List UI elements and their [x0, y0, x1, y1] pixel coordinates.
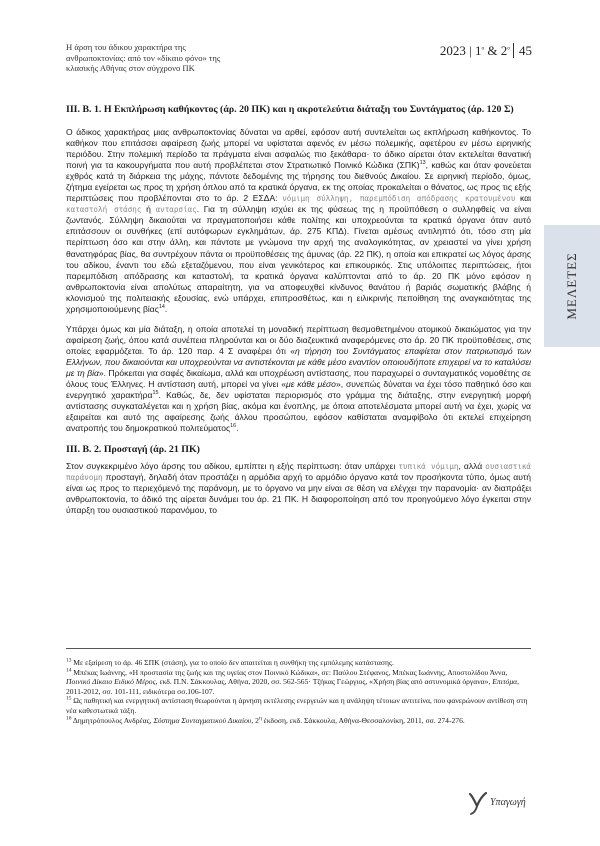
footnote-15: $^{15}$ Ως παθητική και ενεργητική αντίσταση θεωρούνται η άρνηση εκτέλεσης ενεργειών και η ανάληψη τέτοιων αντιτείνα, που φανερώνουν αντίθεση στη νέα καθεστωτικά τάξη. [66, 695, 528, 715]
header-title-line-1: Η άρση του άδικου χαρακτήρα της [66, 42, 186, 52]
issue-year: 2023 | 1 [439, 43, 482, 58]
side-tab-label: ΜΕΛΕΤΕΣ [564, 252, 579, 320]
article-body [66, 103, 531, 526]
footnote-ref[interactable]: 15 [152, 390, 159, 397]
footnote-14: $^{14}$ Μπέκας Ιωάννης, «Η προστασία της ζωής και της υγείας στον Ποινικό Κώδικα», σε: Παύλου Στέφανος, Μπέκας Ιωάννης, Αποστολίδου Άννα, Ποινικό Δίκαιο Ειδικό Μέρος, εκδ. Π.Ν. Σάκκουλας, Αθήνα, 2020, σσ. 562-565· Τζήκας Γεώργιος, «Χρήση βίας από αστυνομικά όργανα», Επιτόμα, 2011-2012, σσ. 101-111, ειδικότερα σσ.106-107. [66, 667, 520, 696]
footnote-ref[interactable]: 14 [158, 303, 165, 310]
header-title-line-3: κλασικής Αθήνας στον σύγχρονο ΠΚ [66, 63, 195, 74]
footnote-16: $^{16}$ Δημητρόπουλος Ανδρέας, Σύστημα Συνταγματικού Δικαίου, $2^\eta$ έκδοση, εκδ. Σάκκουλα, Αθήνα-Θεσσαλονίκη, 2011, σσ. 274-276. [66, 715, 465, 725]
paragraph: Ο άδικος χαρακτήρας μιας ανθρωποκτονίας δύναται να αρθεί, εφόσον αυτή συντελείται ως εκπλήρωση καθήκοντος. Το καθήκον που επιτάσσει αφαίρεση ζωής μπορεί να υφίσταται αφενός εν μέσω πολεμικής, αφετέρου εν μέσω ειρηνικής περιόδου. Στην πολεμική περίοδο τα πράγματα είναι ασφαλώς πιο ξεκάθαρα· το άδικο αίρεται όταν εκτελείται θανατική ποινή για τα κακουργήματα που αυτή προβλέπεται στον Στρατιωτικό Ποινικό Κώδικα $(\Sigma\Pi K)^{13}$, καθώς και όταν φονεύεται εχθρός κατά τη διάρκεια της μάχης, πάντοτε δεδομένης της τήρησης του διεθνούς Δικαίου. Σε ειρηνική περίοδο, όμως, ζήτημα εγείρεται ως προς τη χρήση όπλου από τα κρατικά όργανα, εκ της οποίας προκαλείται ο θάνατος, ως προς τις εξής περιπτώσεις που προβλέπονται στο το άρ. 2 ΕΣΔΑ: νόμιμη σύλληψη, παρεμπόδιση απόδρασης κρατουμένου και καταστολή στάσης ή ανταρσίας. Για τη σύλληψη ισχύει εκ της φύσεως της η προϋπόθεση ο συλληφθείς να είναι ζωντανός. Σύλληψη δικαιούται να πραγματοποιήσει κάθε πολίτης και υποχρεούνται τα κρατικά όργανα όταν αυτό επιτάσσουν οι συνθήκες (επί αυτόφωρων εγκλημάτων, άρ. 275 ΚΠΔ). Γίνεται αμέσως αντιληπτό ότι, τόσο στη μία περίπτωση όσο και στην άλλη, και πάντοτε με γνώμονα την αρχή της αναλογικότητας, αν χρειαστεί να γίνει χρήση θανατηφόρας βίας, θα συντρέχουν πάντα οι προϋποθέσεις της άμυνας (άρ. 22 ΠΚ), η οποία και επικρατεί ως λόγος άρσης του αδίκου, έναντι του εδώ εξεταζόμενου, που είναι γενικότερος και επικουρικός. Στις υπόλοιπες περιπτώσεις, ήτοι παρεμπόδιση απόδρασης και καταστολή, τα κρατικά όργανα καλύπτονται από το άρ. 20 ΠΚ μόνο εφόσον η ανθρωποκτονία είναι απολύτως απαραίτητη, για να αποφευχθεί κίνδυνος θανάτου ή βαριάς σωματικής βλάβης ή κλονισμού της πολιτειακής εξουσίας, ενώ υπάρχει, επιπροσθέτως, και η ειλικρινής πεποίθηση της αναγκαιότητας της χρησιμοποιούμενης βίας$^{14}$. [66, 127, 531, 314]
paragraph: Υπάρχει όμως και μία διάταξη, η οποία αποτελεί τη μοναδική περίπτωση θεσμοθετημένου ατομικού δικαιώματος για την αφαίρεση ζωής, όπου κατά συνέπεια πληρούνται και οι δύο διαζευκτικά αναφερόμενες στο άρ. 20 ΠΚ προϋποθέσεις, στις οποίες εφαρμόζεται. Το άρ. 120 παρ. 4 Σ αναφέρει ότι «η τήρηση του Συντάγματος επαφίεται στον πατριωτισμό των Ελλήνων, που δικαιούνται και υποχρεούνται να αντιστέκονται με κάθε μέσο εναντίον οποιουδήποτε επιχειρεί να το καταλύσει με τη βία». Πρόκειται για σαφές δικαίωμα, αλλά και υποχρέωση αντίστασης, που παραχωρεί ο συνταγματικός νομοθέτης σε όλους τους Έλληνες. Η αντίσταση αυτή, μπορεί να γίνει «με κάθε μέσο», συνεπώς δύναται να έχει τόσο παθητικό όσο και ενεργητικό χαρακτήρα$^{15}$. Καθώς, δε, δεν υφίσταται περιορισμός στο γράμμα της διάταξης, στην ενεργητική μορφή αντίστασης συγκαταλέγεται και η χρήση βίας, ακόμα και ένοπλης, με όποια αποτελέσματα μπορεί αυτή να έχει, χωρίς να εξαιρείται και αυτό της αφαίρεσης ζωής άλλου προσώπου, εφόσον καθίσταται αναμφίβολο ότι εκτελεί επιχείρηση ανατροπής του δημοκρατικού πολιτεύματος$^{16}$. [66, 323, 531, 434]
running-header-title [66, 42, 326, 74]
footnote-13: $^{13}$ Με εξαίρεση το άρ. 46 ΣΠΚ (στάση), για το οποίο δεν απαιτείται η συνθήκη της εμπόλεμης κατάστασης. [66, 657, 394, 667]
section-heading-b1: ΙΙΙ. Β. 1. Η Εκπλήρωση καθήκοντος (άρ. 20 ΠΚ) και η ακροτελεύτια διάταξη του Συντάγματος (άρ. 120 Σ) [66, 104, 514, 115]
section-side-tab [544, 225, 600, 347]
section-heading-b2: ΙΙΙ. Β. 2. Προσταγή (άρ. 21 ΠΚ) [66, 444, 200, 456]
issue-and-page: 2023 | $1^o$ & $2^o$ 45 [439, 43, 532, 58]
page-number: 45 [513, 43, 532, 58]
footnotes [66, 648, 531, 725]
footnote-ref[interactable]: 13 [419, 160, 426, 167]
paragraph: Στον συγκεκριμένο λόγο άρσης του αδίκου, εμπίπτει η εξής περίπτωση: όταν υπάρχει τυπικά νόμιμη, αλλά ουσιαστικά παράνομη προσταγή, δηλαδή όταν προστάζει η αρμόδια αρχή το αρμόδιο όργανο κατά τον προσήκοντα τύπο, όμως αυτή είναι ως προς το περιεχόμενό της παράνομη, με το όργανο να μην είναι σε θέση να ελέγχει την παρανομία· αν διαπράξει ανθρωποκτονία, το άδικό της αίρεται δυνάμει του άρ. 21 ΠΚ. Η διαφοροποίηση από τον προηγούμενο λόγο έγκειται στην ύπαρξη του ουσιαστικού παρανόμου, το [66, 461, 531, 516]
footnote-ref[interactable]: 16 [230, 423, 237, 430]
publisher-name: Υπαγωγή [490, 797, 526, 808]
header-title-line-2: ανθρωποκτονίας: από τον «δίκαιο φόνο» της [66, 52, 221, 63]
